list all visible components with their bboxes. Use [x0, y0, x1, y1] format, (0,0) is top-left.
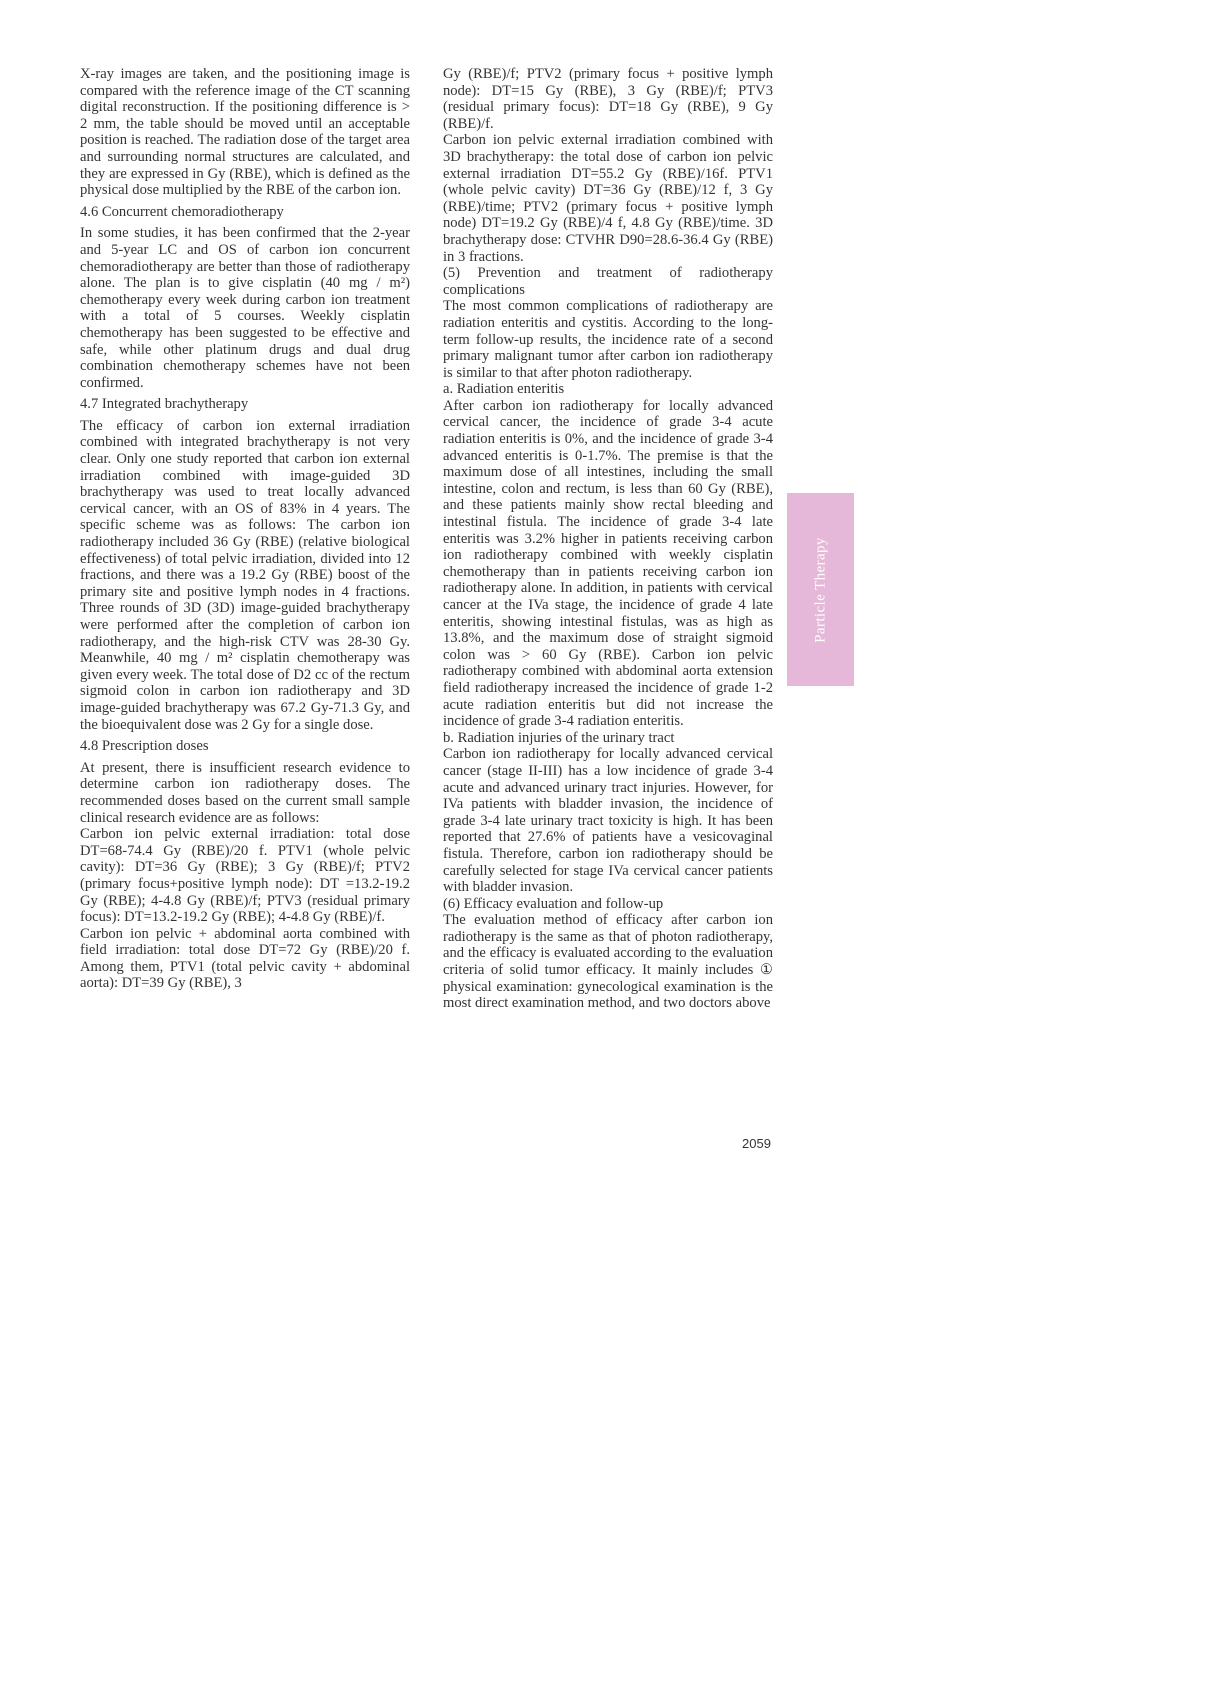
- paragraph: Gy (RBE)/f; PTV2 (primary focus + positive lymph node): DT=15 Gy (RBE), 3 Gy (RBE)/f; PTV3 (residual primary focus): DT=18 Gy (RBE), 9 Gy (RBE)/f.: [443, 66, 773, 132]
- subheading-urinary-tract: b. Radiation injuries of the urinary tract: [443, 729, 675, 746]
- section-heading-4-7: 4.7 Integrated brachytherapy: [80, 396, 249, 413]
- paragraph: Carbon ion pelvic external irradiation combined with 3D brachytherapy: the total dose of carbon ion pelvic external irradiation DT=55.2 Gy (RBE)/16f. PTV1 (whole pelvic cavity) DT=36 Gy (RBE)/12 f, 3 Gy (RBE)/time; PTV2 (primary focus + positive lymph node) DT=19.2 Gy (RBE)/4 f, 4.8 Gy (RBE)/time. 3D brachytherapy dose: CTVHR D90=28.6-36.4 Gy (RBE) in 3 fractions.: [443, 132, 773, 265]
- paragraph: Carbon ion pelvic external irradiation: total dose DT=68-74.4 Gy (RBE)/20 f. PTV1 (whole pelvic cavity): DT=36 Gy (RBE); 3 Gy (RBE)/f; PTV2 (primary focus+positive lymph node): DT =13.2-19.2 Gy (RBE); 4-4.8 Gy (RBE)/f; PTV3 (residual primary focus): DT=13.2-19.2 Gy (RBE); 4-4.8 Gy (RBE)/f.: [80, 826, 410, 926]
- paragraph: The efficacy of carbon ion external irradiation combined with integrated brachytherapy is not very clear. Only one study reported that carbon ion external irradiation combined with image-guided 3D brachytherapy was used to treat locally advanced cervical cancer, with an OS of 83% in 4 years. The specific scheme was as follows: The carbon ion radiotherapy included 36 Gy (RBE) (relative biological effectiveness) of total pelvic irradiation, divided into 12 fractions, and there was a 19.2 Gy (RBE) boost of the primary site and positive lymph nodes in 4 fractions. Three rounds of 3D (3D) image-guided brachytherapy were performed after the completion of carbon ion radiotherapy, and the high-risk CTV was 28-30 Gy. Meanwhile, 40 mg / m² cisplatin chemotherapy was given every week. The total dose of D2 cc of the rectum sigmoid colon in carbon ion radiotherapy and 3D image-guided brachytherapy was 67.2 Gy-71.3 Gy, and the bioequivalent dose was 2 Gy for a single dose.: [80, 417, 410, 733]
- subsection-heading-6: (6) Efficacy evaluation and follow-up: [443, 895, 664, 912]
- paragraph: After carbon ion radiotherapy for locally advanced cervical cancer, the incidence of grade 3-4 acute radiation enteritis is 0%, and the incidence of grade 3-4 advanced enteritis is 0-1.7%. The premise is that the maximum dose of all intestines, including the small intestine, colon and rectum, is less than 60 Gy (RBE), and these patients mainly show rectal bleeding and intestinal fistula. The incidence of grade 3-4 late enteritis was 3.2% higher in patients receiving carbon ion radiotherapy combined with weekly cisplatin chemotherapy than in patients receiving carbon ion radiotherapy alone. In addition, in patients with cervical cancer at the IVa stage, the incidence of grade 4 late enteritis, showing intestinal fistulas, was as high as 13.8%, and the maximum dose of straight sigmoid colon was > 60 Gy (RBE). Carbon ion pelvic radiotherapy combined with abdominal aorta extension field radiotherapy increased the incidence of grade 1-2 acute radiation enteritis but did not increase the incidence of grade 3-4 radiation enteritis.: [443, 397, 773, 730]
- section-heading-4-8: 4.8 Prescription doses: [80, 738, 209, 755]
- subheading-radiation-enteritis: a. Radiation enteritis: [443, 381, 565, 398]
- page-number: 2059: [742, 1136, 771, 1151]
- paragraph: Carbon ion radiotherapy for locally advanced cervical cancer (stage II-III) has a low incidence of grade 3-4 acute and advanced urinary tract injuries. However, for IVa patients with bladder invasion, the incidence of grade 3-4 late urinary tract toxicity is high. It has been reported that 27.6% of patients have a vesicovaginal fistula. Therefore, carbon ion radiotherapy should be carefully selected for stage IVa cervical cancer patients with bladder invasion.: [443, 746, 773, 896]
- subsection-heading-5: (5) Prevention and treatment of radiotherapy complications: [443, 265, 773, 298]
- right-column: [443, 66, 773, 1012]
- left-column: [80, 66, 410, 992]
- paragraph: Carbon ion pelvic + abdominal aorta combined with field irradiation: total dose DT=72 Gy (RBE)/20 f. Among them, PTV1 (total pelvic cavity + abdominal aorta): DT=39 Gy (RBE), 3: [80, 925, 410, 992]
- paragraph: The most common complications of radiotherapy are radiation enteritis and cystitis. According to the long-term follow-up results, the incidence rate of a second primary malignant tumor after carbon ion radiotherapy is similar to that after photon radiotherapy.: [443, 298, 773, 381]
- paragraph: In some studies, it has been confirmed that the 2-year and 5-year LC and OS of carbon ion concurrent chemoradiotherapy are better than those of radiotherapy alone. The plan is to give cisplatin (40 mg / m²) chemotherapy every week during carbon ion treatment with a total of 5 courses. Weekly cisplatin chemotherapy has been suggested to be effective and safe, while other platinum drugs and dual drug combination chemotherapy schemes have not been confirmed.: [80, 225, 410, 391]
- paragraph: At present, there is insufficient research evidence to determine carbon ion radiotherapy doses. The recommended doses based on the current small sample clinical research evidence are as follows:: [80, 759, 410, 826]
- side-tab-label: Particle Therapy: [812, 536, 828, 643]
- side-tab: [787, 493, 854, 686]
- paragraph: The evaluation method of efficacy after carbon ion radiotherapy is the same as that of photon radiotherapy, and the efficacy is evaluated according to the evaluation criteria of solid tumor efficacy. It mainly includes ① physical examination: gynecological examination is the most direct examination method, and two doctors above: [443, 912, 773, 1012]
- paragraph: X-ray images are taken, and the positioning image is compared with the reference image of the CT scanning digital reconstruction. If the positioning difference is > 2 mm, the table should be moved until an acceptable position is reached. The radiation dose of the target area and surrounding normal structures are calculated, and they are expressed in Gy (RBE), which is defined as the physical dose multiplied by the RBE of the carbon ion.: [80, 66, 410, 199]
- section-heading-4-6: 4.6 Concurrent chemoradiotherapy: [80, 203, 284, 220]
